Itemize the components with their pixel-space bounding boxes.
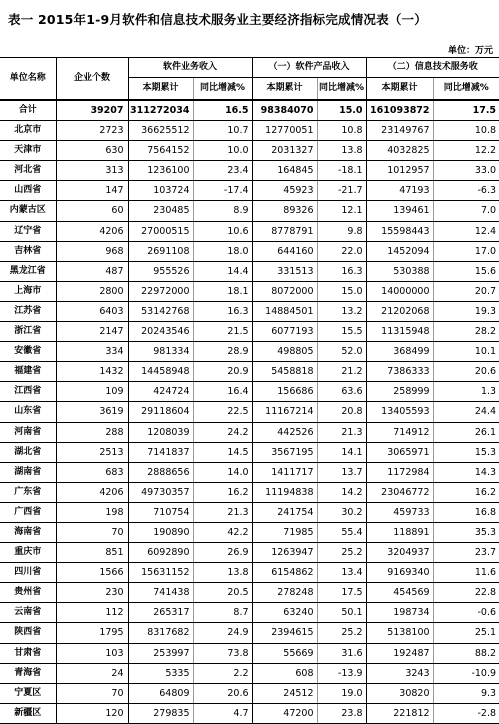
product-revenue: 331513 [252,261,317,281]
product-revenue: 498805 [252,342,317,362]
product-revenue: 164845 [252,161,317,181]
software-revenue: 7141837 [128,442,193,462]
table-row [0,342,499,362]
software-revenue: 15631152 [128,563,193,583]
software-revenue: 2888656 [128,462,193,482]
region-name: 贵州省 [0,583,56,603]
region-name: 江苏省 [0,301,56,321]
service-revenue: 9169340 [366,563,433,583]
product-revenue: 6077193 [252,322,317,342]
enterprise-count: 230 [56,583,128,603]
software-revenue-yoy: 42.2 [193,522,252,542]
enterprise-count: 103 [56,643,128,663]
table-row [0,301,499,321]
product-revenue: 47200 [252,703,317,723]
enterprise-count: 968 [56,241,128,261]
product-revenue: 644160 [252,241,317,261]
table-row [0,603,499,623]
software-revenue-yoy: 14.0 [193,462,252,482]
enterprise-count: 112 [56,603,128,623]
service-revenue-yoy: 10.8 [433,121,499,141]
service-revenue-yoy: 20.7 [433,281,499,301]
product-revenue-yoy: 14.1 [317,442,366,462]
service-revenue-yoy: 11.6 [433,563,499,583]
software-revenue: 53142768 [128,301,193,321]
service-revenue: 192487 [366,643,433,663]
total-name: 合计 [0,100,56,121]
region-name: 江西省 [0,382,56,402]
region-name: 甘肃省 [0,643,56,663]
software-revenue: 190890 [128,522,193,542]
software-revenue: 2691108 [128,241,193,261]
region-name: 湖南省 [0,462,56,482]
unit-label: 单位：万元 [447,46,493,56]
software-revenue: 981334 [128,342,193,362]
software-revenue-yoy: 22.5 [193,402,252,422]
table-row [0,623,499,643]
software-revenue: 710754 [128,502,193,522]
total-row [0,100,499,121]
service-revenue-yoy: 22.8 [433,583,499,603]
service-revenue-yoy: 24.4 [433,402,499,422]
service-revenue-yoy: 35.3 [433,522,499,542]
software-revenue-yoy: 10.6 [193,221,252,241]
software-revenue-yoy: 28.9 [193,342,252,362]
table-row [0,322,499,342]
table-row [0,201,499,221]
product-revenue-yoy: 12.1 [317,201,366,221]
table-row [0,181,499,201]
service-revenue: 3204937 [366,543,433,563]
service-revenue-yoy: -6.3 [433,181,499,201]
product-revenue: 24512 [252,683,317,703]
service-revenue-yoy: 17.0 [433,241,499,261]
product-revenue: 1411717 [252,462,317,482]
header-prod-cumulative: 本期累计 [252,78,317,101]
region-name: 吉林省 [0,241,56,261]
total-sw-yoy: 16.5 [193,100,252,121]
enterprise-count: 198 [56,502,128,522]
service-revenue: 4032825 [366,141,433,161]
service-revenue: 198734 [366,603,433,623]
enterprise-count: 109 [56,382,128,402]
software-revenue: 20243546 [128,322,193,342]
product-revenue-yoy: 21.3 [317,422,366,442]
software-revenue-yoy: 14.4 [193,261,252,281]
service-revenue: 368499 [366,342,433,362]
region-name: 黑龙江省 [0,261,56,281]
product-revenue-yoy: 22.0 [317,241,366,261]
software-revenue: 103724 [128,181,193,201]
software-revenue-yoy: 24.2 [193,422,252,442]
product-revenue-yoy: 10.8 [317,121,366,141]
software-revenue-yoy: 21.3 [193,502,252,522]
software-revenue-yoy: 14.5 [193,442,252,462]
header-svc-cumulative: 本期累计 [366,78,433,101]
service-revenue-yoy: 33.0 [433,161,499,181]
table-row [0,382,499,402]
software-revenue: 253997 [128,643,193,663]
region-name: 北京市 [0,121,56,141]
enterprise-count: 3619 [56,402,128,422]
service-revenue-yoy: -0.6 [433,603,499,623]
region-name: 湖北省 [0,442,56,462]
header-row-top [0,58,499,78]
service-revenue: 23046772 [366,482,433,502]
enterprise-count: 6403 [56,301,128,321]
software-revenue-yoy: 4.7 [193,703,252,723]
service-revenue-yoy: 9.3 [433,683,499,703]
region-name: 安徽省 [0,342,56,362]
indicator-table [0,57,499,724]
product-revenue-yoy: 31.6 [317,643,366,663]
region-name: 内蒙古区 [0,201,56,221]
product-revenue: 14884501 [252,301,317,321]
product-revenue-yoy: 9.8 [317,221,366,241]
software-revenue-yoy: 24.9 [193,623,252,643]
service-revenue-yoy: 12.4 [433,221,499,241]
total-svc-yoy: 17.5 [433,100,499,121]
product-revenue-yoy: -18.1 [317,161,366,181]
enterprise-count: 24 [56,663,128,683]
table-row [0,362,499,382]
software-revenue-yoy: 18.0 [193,241,252,261]
enterprise-count: 2800 [56,281,128,301]
software-revenue-yoy: 16.4 [193,382,252,402]
software-revenue: 64809 [128,683,193,703]
software-revenue-yoy: 13.8 [193,563,252,583]
total-prod-yoy: 15.0 [317,100,366,121]
software-revenue: 8317682 [128,623,193,643]
product-revenue-yoy: 63.6 [317,382,366,402]
enterprise-count: 120 [56,703,128,723]
service-revenue-yoy: 26.1 [433,422,499,442]
software-revenue: 265317 [128,603,193,623]
enterprise-count: 683 [56,462,128,482]
enterprise-count: 2147 [56,322,128,342]
product-revenue: 11194838 [252,482,317,502]
region-name: 云南省 [0,603,56,623]
table-row [0,261,499,281]
service-revenue: 221812 [366,703,433,723]
software-revenue: 1236100 [128,161,193,181]
software-revenue: 14458948 [128,362,193,382]
region-name: 宁夏区 [0,683,56,703]
software-revenue-yoy: 21.5 [193,322,252,342]
service-revenue-yoy: 15.3 [433,442,499,462]
service-revenue-yoy: 7.0 [433,201,499,221]
product-revenue: 8072000 [252,281,317,301]
service-revenue: 13405593 [366,402,433,422]
software-revenue-yoy: 16.3 [193,301,252,321]
software-revenue-yoy: 16.2 [193,482,252,502]
total-prod: 98384070 [252,100,317,121]
region-name: 辽宁省 [0,221,56,241]
product-revenue: 12770051 [252,121,317,141]
software-revenue-yoy: 10.7 [193,121,252,141]
region-name: 上海市 [0,281,56,301]
header-region: 单位名称 [0,58,56,101]
enterprise-count: 851 [56,543,128,563]
enterprise-count: 147 [56,181,128,201]
service-revenue: 11315948 [366,322,433,342]
service-revenue: 454569 [366,583,433,603]
service-revenue-yoy: 28.2 [433,322,499,342]
product-revenue-yoy: 13.7 [317,462,366,482]
enterprise-count: 313 [56,161,128,181]
product-revenue-yoy: 13.4 [317,563,366,583]
enterprise-count: 1432 [56,362,128,382]
service-revenue-yoy: 88.2 [433,643,499,663]
region-name: 河北省 [0,161,56,181]
software-revenue-yoy: 8.9 [193,201,252,221]
product-revenue-yoy: 23.8 [317,703,366,723]
service-revenue-yoy: 15.6 [433,261,499,281]
table-row [0,643,499,663]
product-revenue-yoy: 17.5 [317,583,366,603]
enterprise-count: 70 [56,683,128,703]
software-revenue-yoy: 20.5 [193,583,252,603]
service-revenue: 30820 [366,683,433,703]
software-revenue: 29118604 [128,402,193,422]
software-revenue: 5335 [128,663,193,683]
total-sw: 311272034 [128,100,193,121]
service-revenue: 15598443 [366,221,433,241]
product-revenue: 55669 [252,643,317,663]
service-revenue: 1172984 [366,462,433,482]
total-svc: 161093872 [366,100,433,121]
region-name: 陕西省 [0,623,56,643]
software-revenue: 7564152 [128,141,193,161]
service-revenue: 23149767 [366,121,433,141]
product-revenue: 2394615 [252,623,317,643]
software-revenue: 279835 [128,703,193,723]
enterprise-count: 1566 [56,563,128,583]
service-revenue: 47193 [366,181,433,201]
table-row [0,522,499,542]
product-revenue: 71985 [252,522,317,542]
software-revenue: 36625512 [128,121,193,141]
service-revenue-yoy: 14.3 [433,462,499,482]
software-revenue-yoy: 8.7 [193,603,252,623]
product-revenue-yoy: 25.2 [317,543,366,563]
region-name: 山东省 [0,402,56,422]
table-row [0,583,499,603]
software-revenue-yoy: 26.9 [193,543,252,563]
service-revenue: 1452094 [366,241,433,261]
service-revenue: 714912 [366,422,433,442]
product-revenue: 608 [252,663,317,683]
service-revenue: 530388 [366,261,433,281]
table-row [0,703,499,723]
software-revenue: 1208039 [128,422,193,442]
product-revenue: 11167214 [252,402,317,422]
region-name: 四川省 [0,563,56,583]
table-row [0,121,499,141]
enterprise-count: 487 [56,261,128,281]
software-revenue: 6092890 [128,543,193,563]
software-revenue: 49730357 [128,482,193,502]
product-revenue: 3567195 [252,442,317,462]
software-revenue-yoy: 18.1 [193,281,252,301]
service-revenue-yoy: 1.3 [433,382,499,402]
software-revenue-yoy: 10.0 [193,141,252,161]
enterprise-count: 4206 [56,482,128,502]
header-product-revenue: （一）软件产品收入 [252,58,366,78]
service-revenue: 3243 [366,663,433,683]
service-revenue-yoy: 19.3 [433,301,499,321]
service-revenue: 1012957 [366,161,433,181]
table-row [0,221,499,241]
product-revenue: 2031327 [252,141,317,161]
product-revenue-yoy: 50.1 [317,603,366,623]
software-revenue: 955526 [128,261,193,281]
service-revenue: 21202068 [366,301,433,321]
product-revenue-yoy: 15.0 [317,281,366,301]
product-revenue-yoy: 30.2 [317,502,366,522]
service-revenue-yoy: 12.2 [433,141,499,161]
software-revenue-yoy: 73.8 [193,643,252,663]
product-revenue-yoy: 19.0 [317,683,366,703]
product-revenue-yoy: -21.7 [317,181,366,201]
service-revenue: 7386333 [366,362,433,382]
product-revenue: 241754 [252,502,317,522]
region-name: 山西省 [0,181,56,201]
region-name: 河南省 [0,422,56,442]
header-svc-yoy: 同比增减% [433,78,499,101]
table-row [0,141,499,161]
header-software-revenue: 软件业务收入 [128,58,252,78]
table-row [0,663,499,683]
service-revenue: 139461 [366,201,433,221]
product-revenue: 278248 [252,583,317,603]
table-row [0,502,499,522]
software-revenue: 27000515 [128,221,193,241]
region-name: 广东省 [0,482,56,502]
software-revenue: 424724 [128,382,193,402]
software-revenue-yoy: 20.9 [193,362,252,382]
service-revenue-yoy: 23.7 [433,543,499,563]
service-revenue-yoy: 16.2 [433,482,499,502]
software-revenue: 741438 [128,583,193,603]
header-service-revenue: （二）信息技术服务收 [366,58,499,78]
enterprise-count: 2723 [56,121,128,141]
region-name: 福建省 [0,362,56,382]
product-revenue-yoy: 52.0 [317,342,366,362]
table-row [0,563,499,583]
service-revenue: 118891 [366,522,433,542]
service-revenue-yoy: 16.8 [433,502,499,522]
service-revenue-yoy: 20.6 [433,362,499,382]
service-revenue-yoy: 25.1 [433,623,499,643]
product-revenue-yoy: 25.2 [317,623,366,643]
enterprise-count: 288 [56,422,128,442]
region-name: 海南省 [0,522,56,542]
header-sw-cumulative: 本期累计 [128,78,193,101]
enterprise-count: 334 [56,342,128,362]
page-title: 表一 2015年1-9月软件和信息技术服务业主要经济指标完成情况表（一） [8,12,427,27]
enterprise-count: 60 [56,201,128,221]
table-row [0,462,499,482]
product-revenue-yoy: 13.8 [317,141,366,161]
table-row [0,281,499,301]
product-revenue: 1263947 [252,543,317,563]
table-row [0,543,499,563]
software-revenue: 230485 [128,201,193,221]
service-revenue: 14000000 [366,281,433,301]
product-revenue: 442526 [252,422,317,442]
enterprise-count: 70 [56,522,128,542]
table-row [0,402,499,422]
product-revenue: 6154862 [252,563,317,583]
service-revenue: 258999 [366,382,433,402]
enterprise-count: 1795 [56,623,128,643]
product-revenue-yoy: 16.3 [317,261,366,281]
product-revenue: 63240 [252,603,317,623]
product-revenue: 156686 [252,382,317,402]
service-revenue: 5138100 [366,623,433,643]
product-revenue-yoy: 14.2 [317,482,366,502]
enterprise-count: 630 [56,141,128,161]
product-revenue: 8778791 [252,221,317,241]
software-revenue-yoy: -17.4 [193,181,252,201]
region-name: 天津市 [0,141,56,161]
table-row [0,683,499,703]
service-revenue-yoy: -10.9 [433,663,499,683]
software-revenue: 22972000 [128,281,193,301]
enterprise-count: 4206 [56,221,128,241]
product-revenue-yoy: 20.8 [317,402,366,422]
software-revenue-yoy: 2.2 [193,663,252,683]
service-revenue: 3065971 [366,442,433,462]
table-row [0,241,499,261]
header-sw-yoy: 同比增减% [193,78,252,101]
product-revenue: 5458818 [252,362,317,382]
table-row [0,482,499,502]
table-row [0,161,499,181]
product-revenue-yoy: 15.5 [317,322,366,342]
region-name: 浙江省 [0,322,56,342]
enterprise-count: 2513 [56,442,128,462]
service-revenue-yoy: -2.8 [433,703,499,723]
product-revenue-yoy: 55.4 [317,522,366,542]
service-revenue-yoy: 10.1 [433,342,499,362]
product-revenue-yoy: -13.9 [317,663,366,683]
product-revenue: 89326 [252,201,317,221]
header-count: 企业个数 [56,58,128,101]
region-name: 新疆区 [0,703,56,723]
software-revenue-yoy: 23.4 [193,161,252,181]
region-name: 广西省 [0,502,56,522]
product-revenue: 45923 [252,181,317,201]
region-name: 重庆市 [0,543,56,563]
software-revenue-yoy: 20.6 [193,683,252,703]
product-revenue-yoy: 21.2 [317,362,366,382]
region-name: 青海省 [0,663,56,683]
table-row [0,422,499,442]
table-row [0,442,499,462]
header-prod-yoy: 同比增减% [317,78,366,101]
total-count: 39207 [56,100,128,121]
service-revenue: 459733 [366,502,433,522]
product-revenue-yoy: 13.2 [317,301,366,321]
